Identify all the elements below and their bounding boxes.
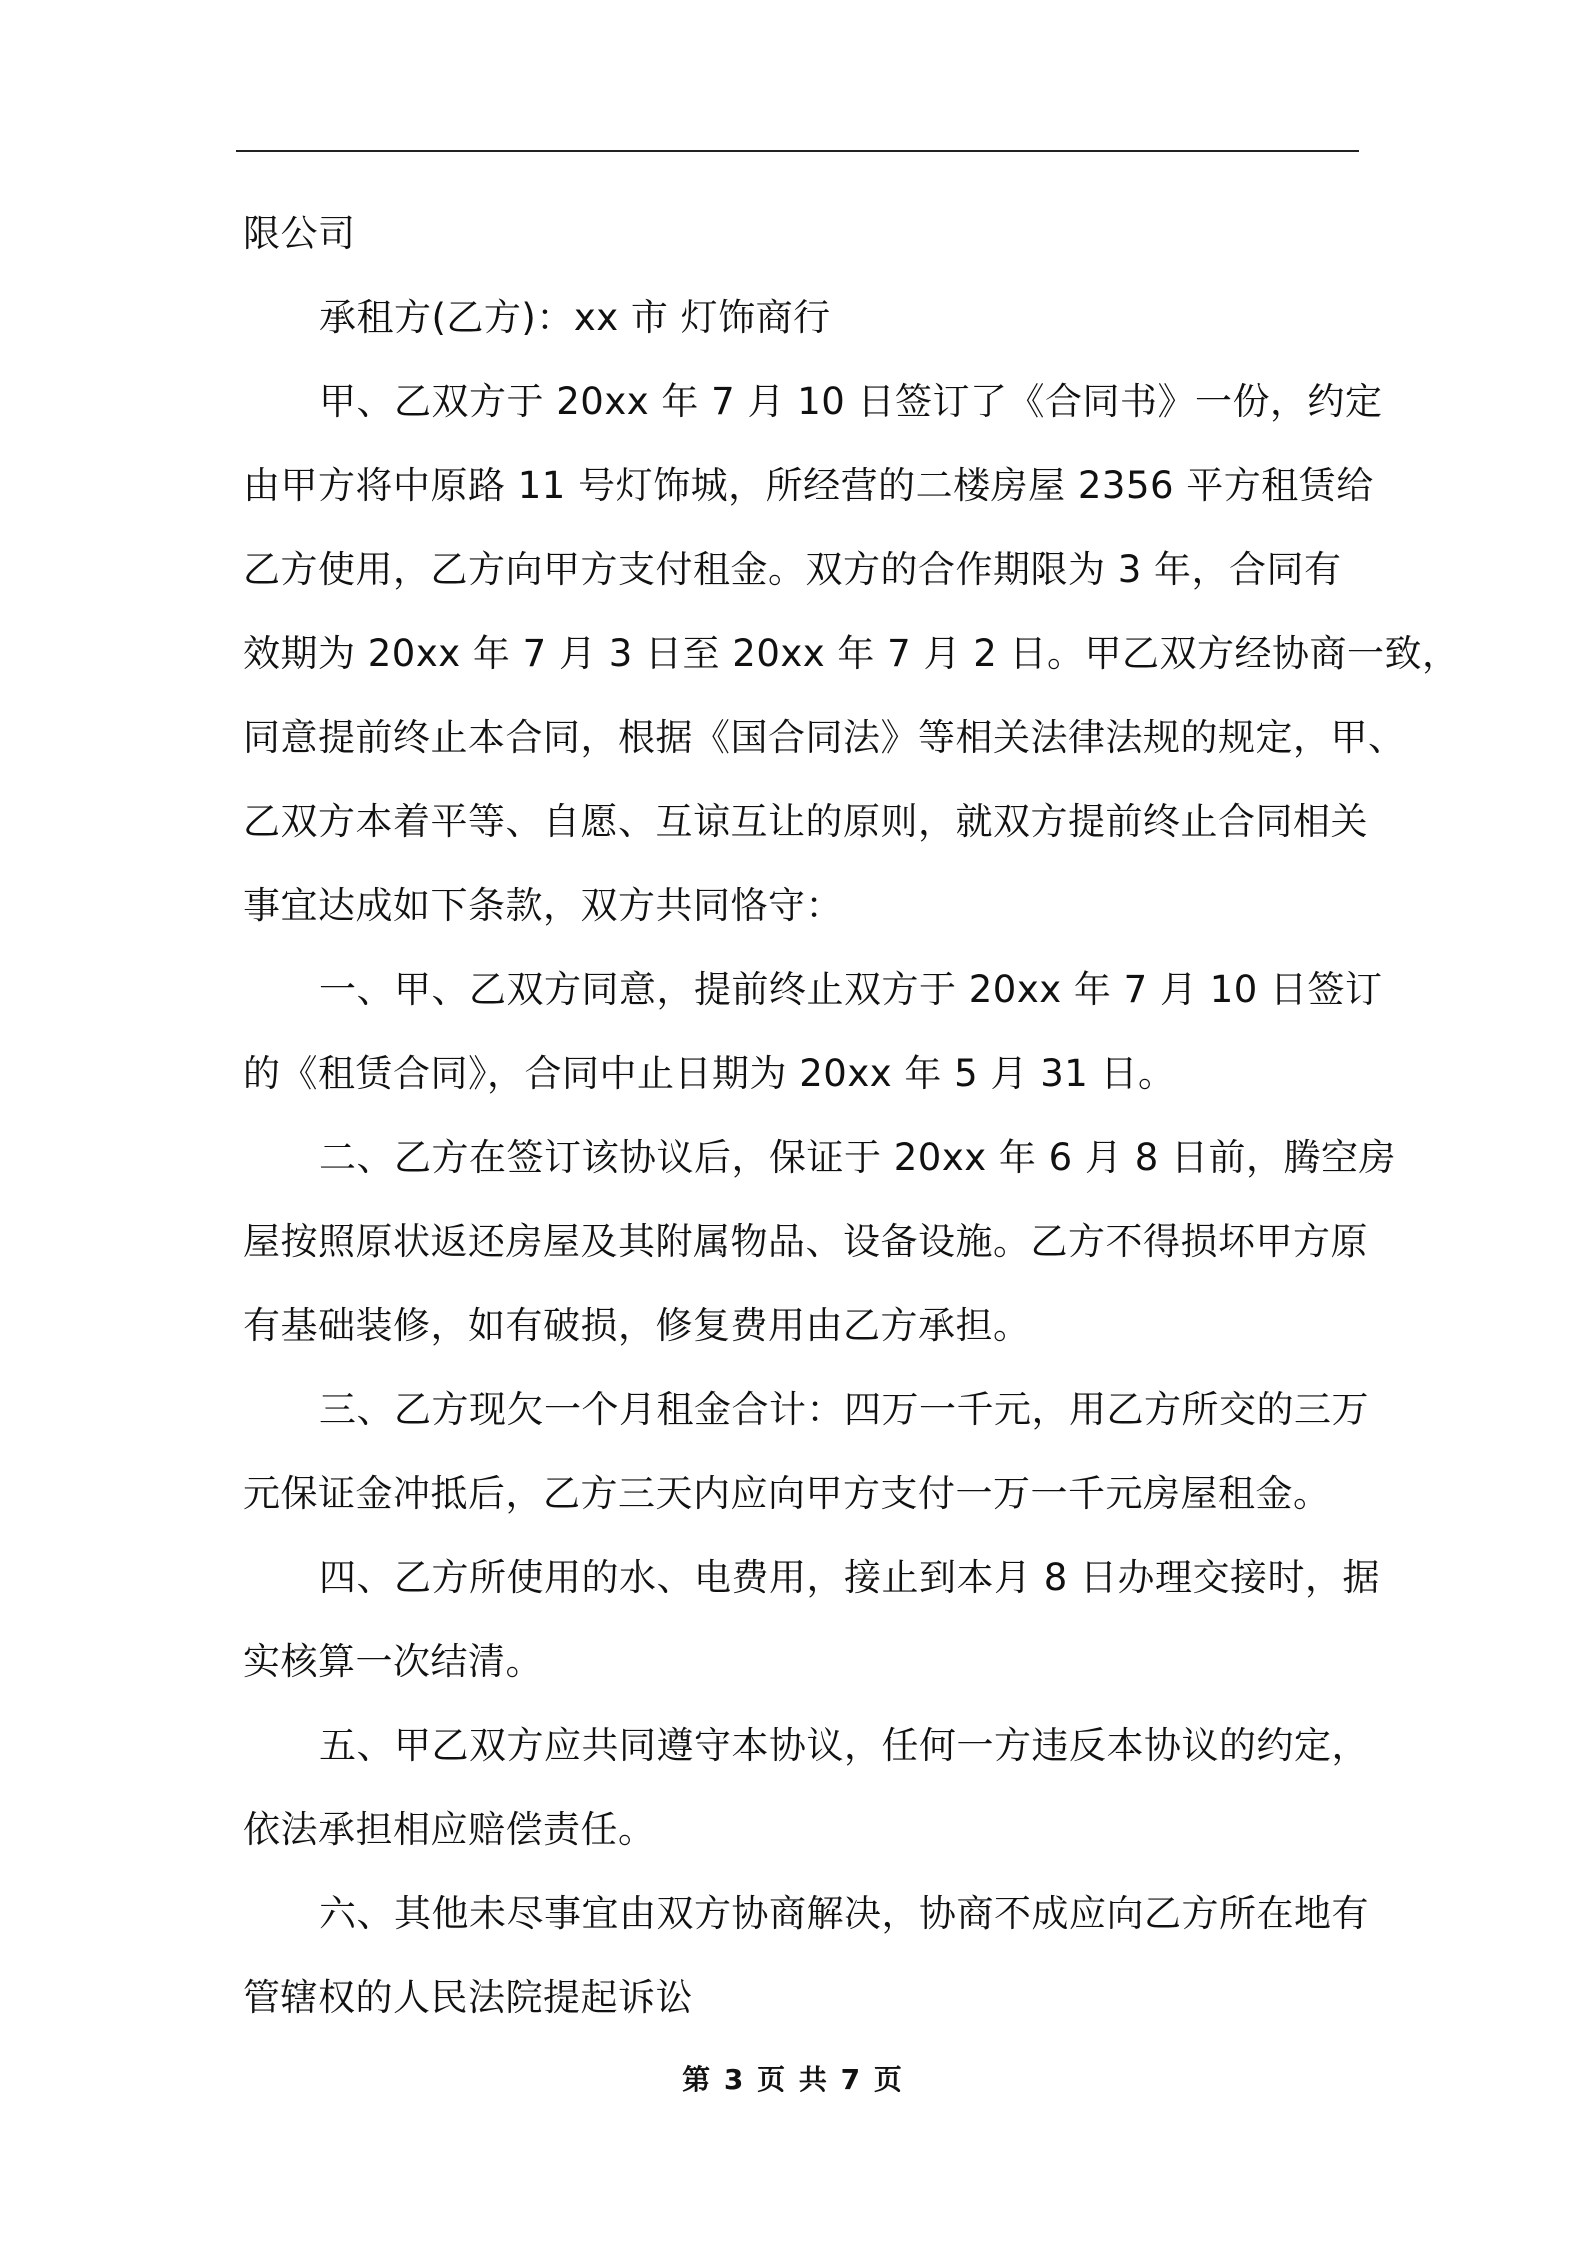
text-line: 元保证金冲抵后，乙方三天内应向甲方支付一万一千元房屋租金。 xyxy=(243,1472,1331,1515)
text-line: 实核算一次结清。 xyxy=(243,1640,543,1683)
text-line: 同意提前终止本合同，根据《国合同法》等相关法律法规的规定，甲、 xyxy=(243,716,1406,759)
text-line: 乙方使用，乙方向甲方支付租金。双方的合作期限为 3 年，合同有 xyxy=(243,548,1342,591)
text-line: 二、乙方在签订该协议后，保证于 20xx 年 6 月 8 日前，腾空房 xyxy=(319,1136,1397,1179)
text-line: 限公司 xyxy=(243,212,356,255)
text-line: 效期为 20xx 年 7 月 3 日至 20xx 年 7 月 2 日。甲乙双方经协商一致， xyxy=(243,632,1460,675)
text-line: 甲、乙双方于 20xx 年 7 月 10 日签订了《合同书》一份，约定 xyxy=(319,380,1383,423)
text-line: 三、乙方现欠一个月租金合计：四万一千元，用乙方所交的三万 xyxy=(319,1388,1369,1431)
text-line: 屋按照原状返还房屋及其附属物品、设备设施。乙方不得损坏甲方原 xyxy=(243,1220,1368,1263)
page-footer: 第 3 页 共 7 页 xyxy=(682,2063,904,2096)
text-line: 乙双方本着平等、自愿、互谅互让的原则，就双方提前终止合同相关 xyxy=(243,800,1368,843)
header-rule xyxy=(236,150,1359,152)
document-body xyxy=(243,192,1460,2040)
text-line: 承租方(乙方)：xx 市 灯饰商行 xyxy=(319,296,831,339)
text-line: 五、甲乙双方应共同遵守本协议，任何一方违反本协议的约定， xyxy=(319,1724,1369,1767)
text-line: 六、其他未尽事宜由双方协商解决，协商不成应向乙方所在地有 xyxy=(319,1892,1369,1935)
text-line: 一、甲、乙双方同意，提前终止双方于 20xx 年 7 月 10 日签订 xyxy=(319,968,1383,1011)
text-line: 管辖权的人民法院提起诉讼 xyxy=(243,1976,693,2019)
text-line: 有基础装修，如有破损，修复费用由乙方承担。 xyxy=(243,1304,1031,1347)
text-line: 由甲方将中原路 11 号灯饰城，所经营的二楼房屋 2356 平方租赁给 xyxy=(243,464,1374,507)
text-line: 四、乙方所使用的水、电费用，接止到本月 8 日办理交接时，据 xyxy=(319,1556,1381,1599)
text-line: 的《租赁合同》，合同中止日期为 20xx 年 5 月 31 日。 xyxy=(243,1052,1176,1095)
text-line: 事宜达成如下条款，双方共同恪守： xyxy=(243,884,843,927)
text-line: 依法承担相应赔偿责任。 xyxy=(243,1808,656,1851)
